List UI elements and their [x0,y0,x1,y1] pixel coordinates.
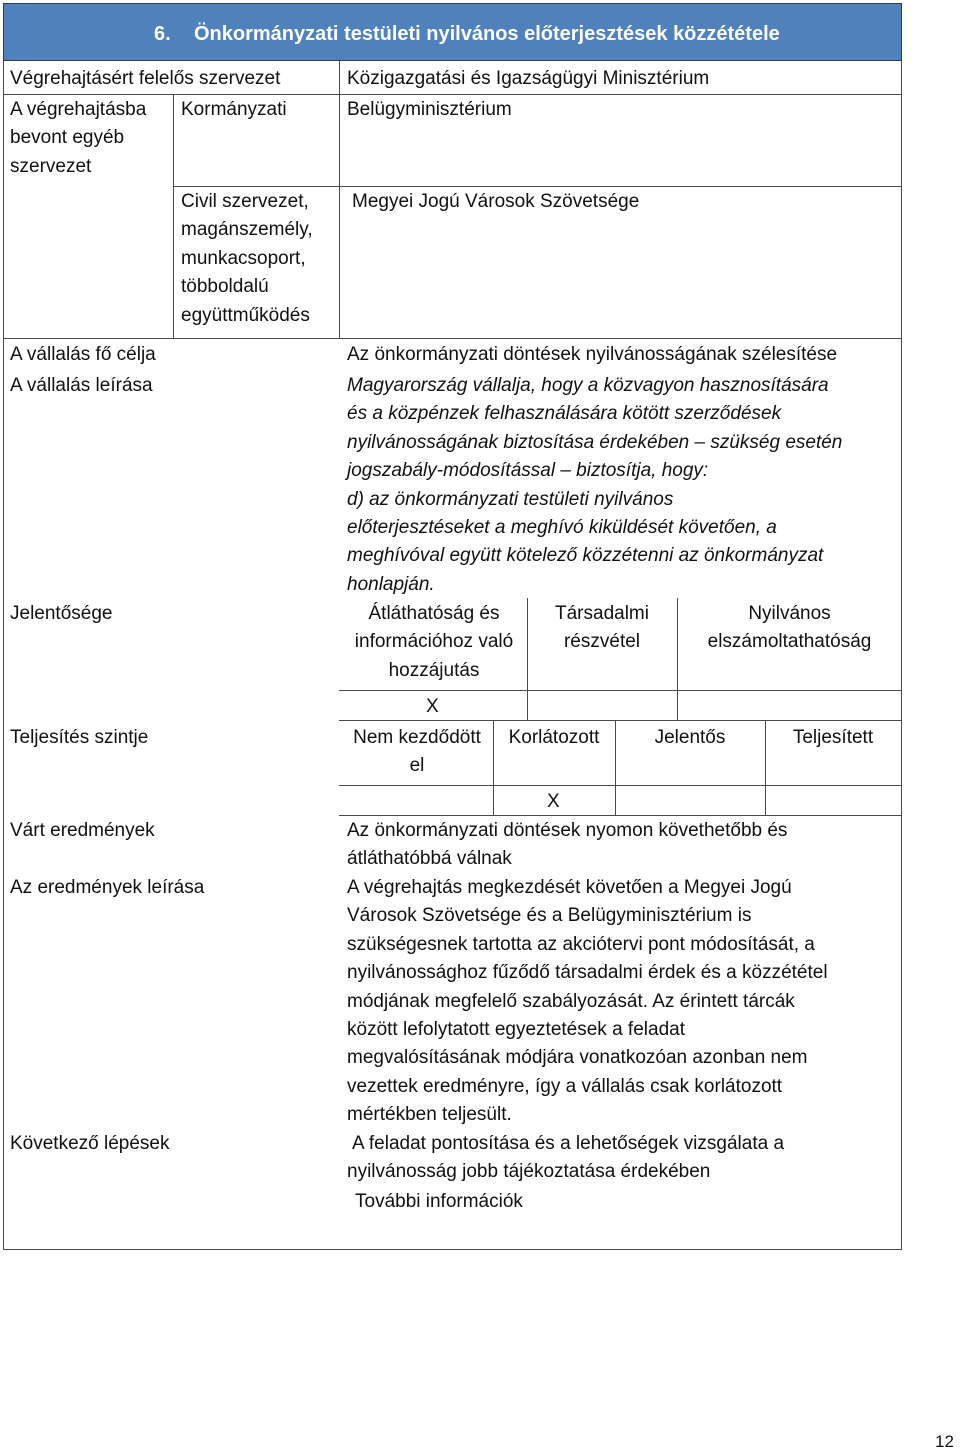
section-header [3,3,902,61]
civil-label: Civil szervezet, magánszemély, munkacsoport, többoldalú együttműködés [181,191,313,326]
relevance-mark: X [426,696,439,717]
results-text: A végrehajtás megkezdését követően a Megyei Jogú Városok Szövetsége és a Belügyminisztérium is szükségesnek tartotta az akciótervi pont módosítását, a nyilvánossághoz fűződő társadalmi érdek és a közzététel módjának megfelelő szabályozását. Az érintett tárcák között lefolytatott egyeztetések a feladat megvalósításának módjára vonatkozóan azonban nem vezettek eredményre, így a vállalás csak korlátozott mértékben teljesült. [347,877,828,1126]
desc-label: A vállalás leírása [10,375,153,396]
next-label: Következő lépések [10,1133,170,1154]
results-label: Az eredmények leírása [10,877,205,898]
desc-text: Magyarország vállalja, hogy a közvagyon hasznosítására és a közpénzek felhasználására kötött szerződések nyilvánosságának biztosítása érdekében – szükség esetén jogszabály-módosítással – biztosítja, hogy: d) az önkormányzati testületi nyilvános előterjesztéseket a meghívó kiküldését követően, a meghívóval együtt kötelező közzétenni az önkormányzat honlapján. [347,375,843,595]
section-number: 6. [154,23,171,45]
level-limited: Korlátozott [508,727,600,748]
level-label: Teljesítés szintje [10,727,149,748]
level-mark: X [547,791,560,812]
goal-label: A vállalás fő célja [10,344,156,365]
level-significant: Jelentős [654,727,726,748]
gov-label: Kormányzati [181,99,287,120]
expected-label: Várt eredmények [10,820,155,841]
relevance-transparency: Átláthatóság és információhoz való hozzájutás [354,603,514,681]
expected-text: Az önkormányzati döntések nyomon követhetőbb és átláthatóbbá válnak [347,820,788,870]
relevance-accountability: Nyilvános elszámoltathatóság [707,603,872,653]
responsible-value: Közigazgatási és Igazságügyi Minisztérium [347,68,710,89]
more-info: További információk [355,1191,523,1212]
page-number: 12 [935,1432,954,1451]
gov-value: Belügyminisztérium [347,99,512,120]
civil-value: Megyei Jogú Városok Szövetsége [352,191,640,212]
section-title: Önkormányzati testületi nyilvános előterjesztések közzététele [194,23,780,45]
next-text: A feladat pontosítása és a lehetőségek vizsgálata a nyilvánosság jobb tájékoztatása érdekében [347,1133,785,1183]
relevance-label: Jelentősége [10,603,113,624]
level-not-started: Nem kezdődött el [353,727,481,777]
goal-value: Az önkormányzati döntések nyilvánosságának szélesítése [347,344,838,365]
relevance-participation: Társadalmi részvétel [555,603,649,653]
involved-label: A végrehajtásba bevont egyéb szervezet [10,99,147,177]
responsible-label: Végrehajtásért felelős szervezet [10,68,281,89]
level-completed: Teljesített [792,727,874,748]
